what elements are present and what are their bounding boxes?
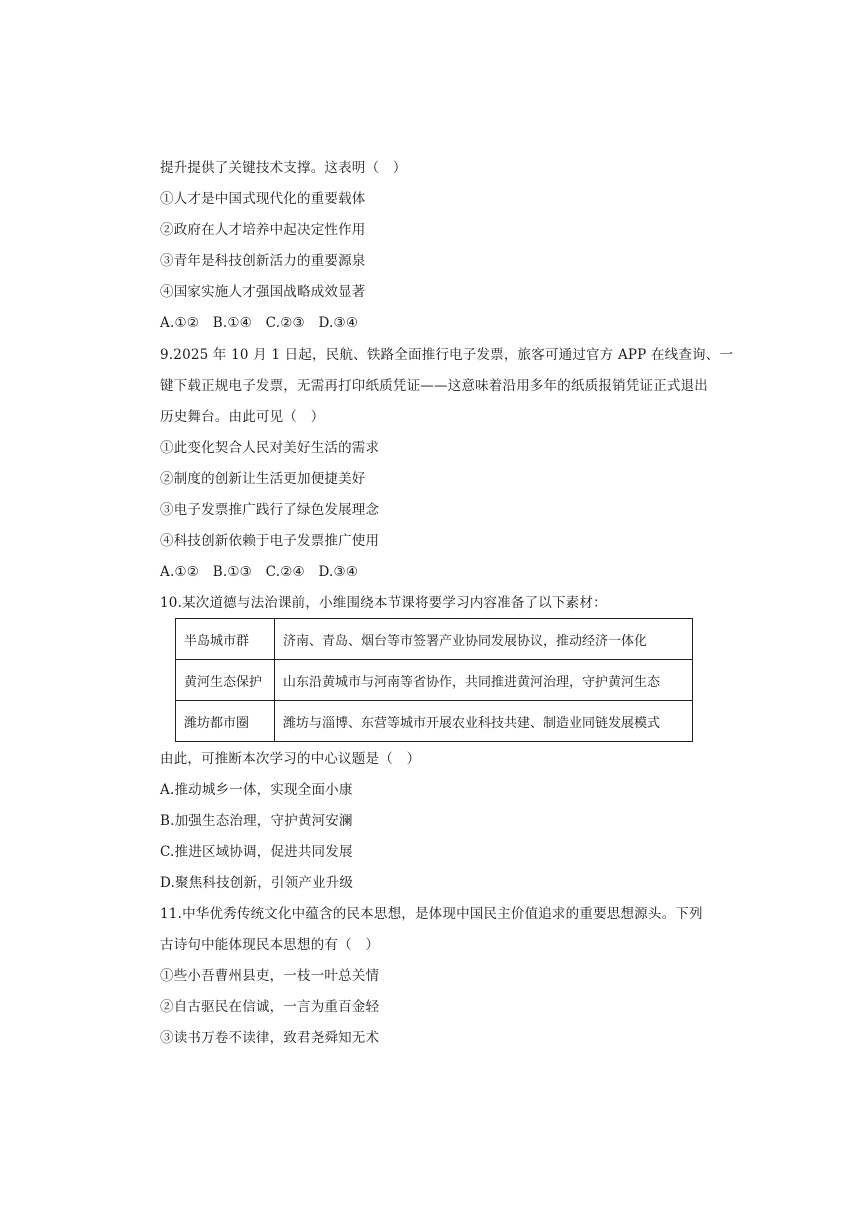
q9-option-1: ①此变化契合人民对美好生活的需求 bbox=[160, 440, 380, 456]
table-cell-label: 黄河生态保护 bbox=[176, 660, 275, 701]
q11-option-1: ①些小吾曹州县吏，一枝一叶总关情 bbox=[160, 968, 380, 984]
q11-option-3: ③读书万卷不读律，致君尧舜知无术 bbox=[160, 1030, 380, 1046]
q8-option-2: ②政府在人才培养中起决定性作用 bbox=[160, 222, 366, 238]
q9-stem-line-1: 9.2025 年 10 月 1 日起，民航、铁路全面推行电子发票，旅客可通过官方 APP 在线查询、一 bbox=[160, 347, 734, 363]
q9-stem-line-2: 键下载正规电子发票，无需再打印纸质凭证——这意味着沿用多年的纸质报销凭证正式退出 bbox=[160, 378, 708, 394]
q10-stem: 10.某次道德与法治课前，小维围绕本节课将要学习内容准备了以下素材： bbox=[160, 595, 607, 611]
q9-option-4: ④科技创新依赖于电子发票推广使用 bbox=[160, 533, 380, 549]
q11-option-2: ②自古驱民在信诚，一言为重百金轻 bbox=[160, 999, 380, 1015]
q9-stem-line-3: 历史舞台。由此可见（ ） bbox=[160, 409, 325, 425]
table-row bbox=[176, 701, 693, 742]
q9-choices: A.①② B.①③ C.②④ D.③④ bbox=[160, 564, 359, 580]
q9-option-2: ②制度的创新让生活更加便捷美好 bbox=[160, 471, 366, 487]
table-cell-label: 半岛城市群 bbox=[176, 619, 275, 660]
q10-option-d: D.聚焦科技创新，引领产业升级 bbox=[160, 875, 354, 891]
table-cell-text: 潍坊与淄博、东营等城市开展农业科技共建、制造业同链发展模式 bbox=[275, 701, 693, 742]
q11-stem-line-1: 11.中华优秀传统文化中蕴含的民本思想，是体现中国民主价值追求的重要思想源头。下列 bbox=[160, 906, 703, 922]
q9-option-3: ③电子发票推广践行了绿色发展理念 bbox=[160, 502, 380, 518]
table-cell-label: 潍坊都市圈 bbox=[176, 701, 275, 742]
q8-stem-tail: 提升提供了关键技术支撑。这表明（ ） bbox=[160, 160, 407, 176]
table-row bbox=[176, 660, 693, 701]
q10-question: 由此，可推断本次学习的中心议题是（ ） bbox=[160, 751, 421, 767]
q8-option-4: ④国家实施人才强国战略成效显著 bbox=[160, 284, 366, 300]
material-table bbox=[175, 618, 693, 742]
q8-option-3: ③青年是科技创新活力的重要源泉 bbox=[160, 253, 366, 269]
table-row bbox=[176, 619, 693, 660]
table-cell-text: 济南、青岛、烟台等市签署产业协同发展协议，推动经济一体化 bbox=[275, 619, 693, 660]
q8-option-1: ①人才是中国式现代化的重要载体 bbox=[160, 191, 366, 207]
q10-option-b: B.加强生态治理，守护黄河安澜 bbox=[160, 813, 353, 829]
table-cell-text: 山东沿黄城市与河南等省协作，共同推进黄河治理，守护黄河生态 bbox=[275, 660, 693, 701]
q10-option-a: A.推动城乡一体，实现全面小康 bbox=[160, 782, 353, 798]
q11-stem-line-2: 古诗句中能体现民本思想的有（ ） bbox=[160, 937, 380, 953]
q10-option-c: C.推进区域协调，促进共同发展 bbox=[160, 844, 353, 860]
q8-choices: A.①② B.①④ C.②③ D.③④ bbox=[160, 315, 359, 331]
